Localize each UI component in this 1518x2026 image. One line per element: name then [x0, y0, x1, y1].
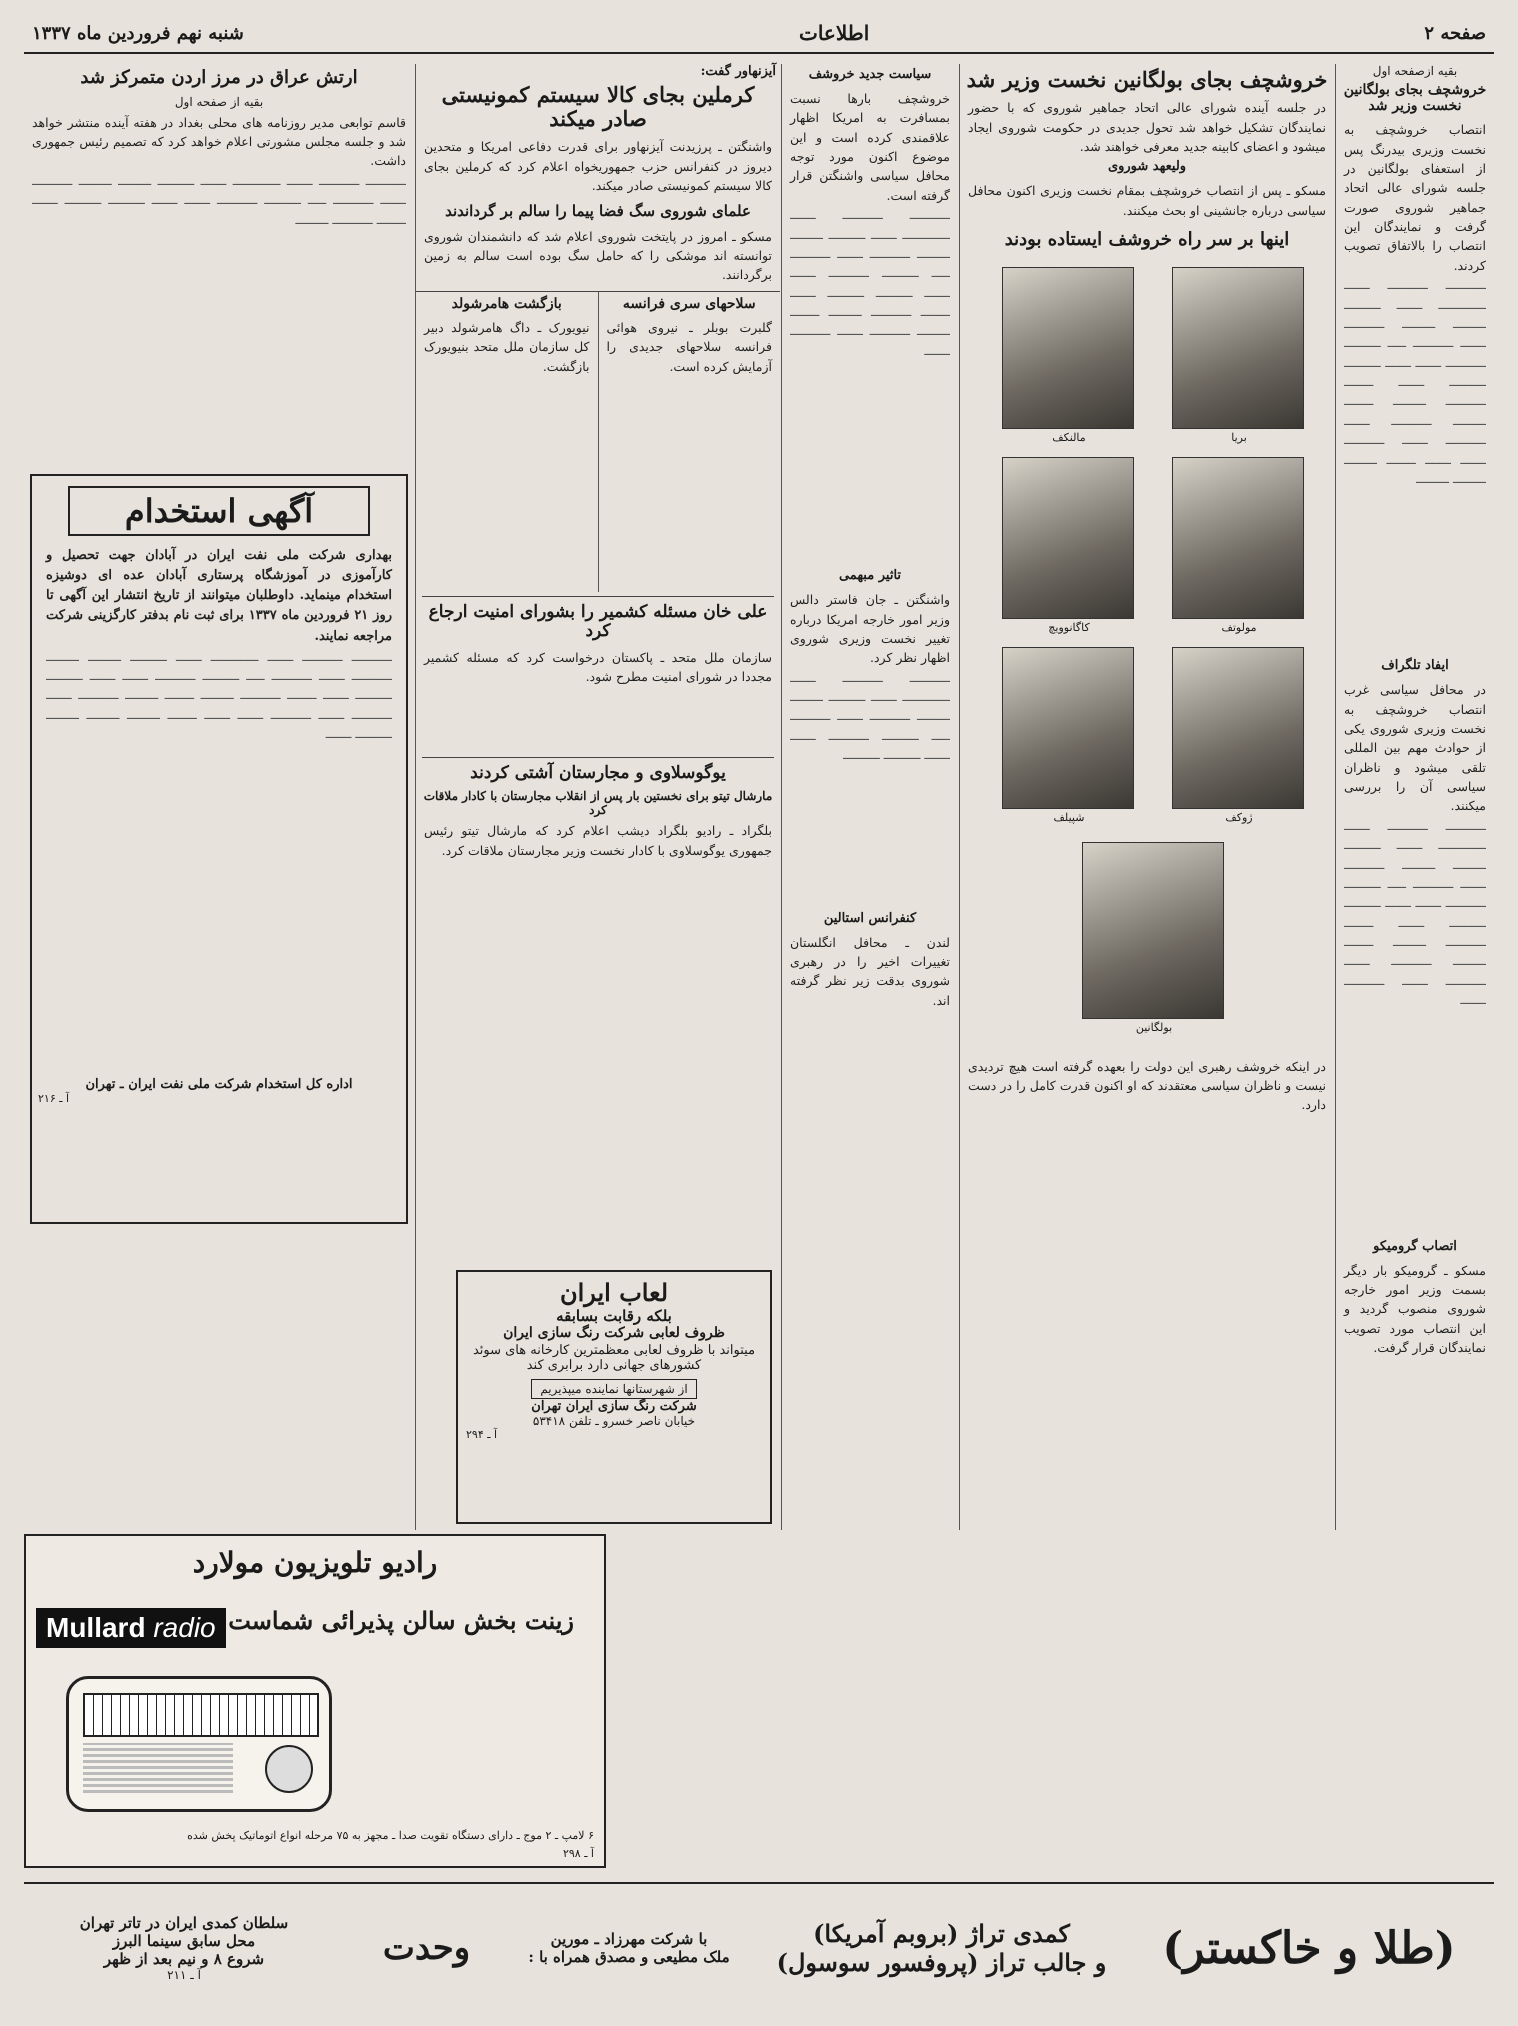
cast-line: کمدی تراژ (بروبم آمریکا) — [813, 1919, 1070, 1948]
ad-footer: ۶ لامپ ـ ۲ موج ـ دارای دستگاه تقویت صدا ـ مجهز به ۷۵ مرحله انواع اتوماتیک پخش شده — [187, 1829, 594, 1842]
ad-footer: اداره کل استخدام شرکت ملی نفت ایران ـ تهران — [85, 1076, 353, 1092]
article-text: سازمان ملل متحد ـ پاکستان درخواست کرد که مسئله کشمیر مجددا در شورای امنیت مطرح شود. — [424, 649, 772, 685]
portrait-photo — [1172, 267, 1304, 429]
article-text: گلبرت بوبلر ـ نیروی هوائی فرانسه سلاحهای جدیدی را آزمایش کرده است. — [606, 319, 772, 374]
article-text: در محافل سیاسی غرب انتصاب خروشچف به نخست وزیری شوروی یکی از حوادث مهم بین المللی تلقی میشود و ناظران سیاسی آن را بررسی میکنند. — [1344, 682, 1486, 814]
article-text: مسکو ـ گرومیکو بار دیگر بسمت وزیر امور خارجه شوروی منصوب گردید و این انتصاب مورد تصویب نمایندگان قرار گرفت. — [1344, 1262, 1486, 1356]
article-filler: ـــــــــــ ـــــــــــ ـــــــ ـــــــــــــ ـــــــ ــــــــــ ـــــــــ ـــــــــ ـــــــــــ ـــــــ ـــــــــــ ـــــ ــــــــــ ـــــــــــ ـــــــ ـــــــ ــــــــــ ــــــــــ ـــــــ ــــــــ ـــــــــــ ـــــــــ ــــــــ ـــــــــ ـــــــــــ ـــــــ ـــــــــــ ـــــــ ـــــــــــ ـــــــ ـــــــ ــــــــ ـــــــــ ـــــــــ ـــــــــ ــــــــــ ـــــــ — [46, 648, 392, 742]
portrait-caption: کاگانوویچ — [1048, 620, 1090, 634]
headline: کرملین بجای کالا سیستم کمونیستی صادر میکند — [441, 82, 755, 132]
headline: یوگوسلاوی و مجارستان آشتی کردند — [422, 757, 774, 784]
cinema-name: وحدت — [382, 1928, 471, 1968]
portrait-caption: مالنکف — [1052, 430, 1086, 444]
ad-line: شرکت رنگ سازی ایران تهران — [531, 1399, 697, 1414]
article-text: خروشچف بارها نسبت بمسافرت به امریکا اظهار علاقمندی کرده است و این موضوع اکنون مورد توجه محافل سیاسی واشنگتن قرار گرفته است. — [790, 90, 950, 203]
article-text: لندن ـ محافل انگلستان تغییرات اخیر را در رهبری شوروی بدقت زیر نظر گرفته اند. — [790, 934, 950, 1008]
article-filler: ـــــــــــ ـــــــــــ ـــــــ ـــــــــــــ ـــــــ ــــــــــ ـــــــــ ـــــــــ ـــــــــــ ـــــــ ـــــــــــ ـــــ ــــــــــ ـــــــــــ ـــــــ ـــــــ ــــــــــ ــــــــــ ـــــــ ــــــــ ـــــــــــ ـــــــــ ــــــــ ـــــــــ ـــــــــــ ـــــــ ـــــــــــ ـــــــ ـــــــــــ ـــــــ ـــــــ ــــــــ ـــــــــ ـــــــــ ـــــــــ — [1344, 277, 1486, 486]
continued-label: بقیه از صفحه اول — [174, 94, 264, 109]
column-world-news — [415, 64, 780, 1530]
subheading: سیاست جدید خروشف — [808, 67, 932, 82]
kicker: آیزنهاور گفت: — [700, 64, 776, 79]
article-filler: ـــــــــــ ـــــــــــ ـــــــ ـــــــــــــ ـــــــ ــــــــــ ـــــــــ ـــــــــ ـــــــــــ ـــــــ ـــــــــــ ـــــ ــــــــــ ـــــــــــ ـــــــ ـــــــ ــــــــــ ــــــــــ ـــــــ ــــــــ ـــــــــــ ـــــــــ ــــــــ ـــــــــ ـــــــــــ ـــــــ ـــــــــــ ـــــــ — [790, 207, 950, 358]
article-text: نیویورک ـ داگ هامرشولد دبیر کل سازمان ملل متحد بنیویورک بازگشت. — [424, 319, 590, 374]
portrait-photo — [1172, 647, 1304, 809]
hiring-ad — [30, 474, 408, 1224]
venue-block — [24, 1914, 334, 1982]
brand-suffix: radio — [153, 1612, 216, 1643]
subheading: کنفرانس استالین — [823, 910, 917, 926]
venue-line: شروع ۸ و نیم بعد از ظهر — [103, 1950, 265, 1968]
cast-line: و جالب تراز (پروفسور سوسول) — [776, 1948, 1107, 1977]
ad-code: آ ـ ۲۱۶ — [38, 1091, 70, 1105]
column-khrushchev — [959, 64, 1334, 1530]
article-filler: ـــــــــــ ـــــــــــ ـــــــ ـــــــــــــ ـــــــ ــــــــــ ـــــــــ ـــــــــ ـــــــــــ ـــــــ ـــــــــــ ـــــ ــــــــــ ـــــــــــ ـــــــ ـــــــ ــــــــــ ــــــــــ ـــــــ ــــــــ ـــــــــــ ـــــــــ ــــــــ ـــــــــ ـــــــــــ ـــــــ ـــــــــــ ـــــــ ـــــــــــ ـــــــ — [1344, 817, 1486, 1008]
cast-line: ملک مطیعی و مصدق همراه با : — [528, 1948, 730, 1966]
mullard-radio-ad — [24, 1534, 606, 1868]
portrait-photo — [1002, 267, 1134, 429]
article-text: انتصاب خروشچف به نخست وزیری بیدرنگ پس از استعفای بولگانین در جلسه شورای عالی اتحاد جماهیر شوروی صورت گرفت و نمایندگان این انتصاب را بالاتفاق تصویب کردند. — [1344, 122, 1486, 273]
headline: خروشچف بجای بولگانین نخست وزیر شد — [1343, 82, 1487, 115]
ad-code: آ ـ ۲۹۴ — [466, 1428, 498, 1441]
subheading: تاثیر مبهمی — [838, 568, 902, 584]
portrait-photo — [1002, 647, 1134, 809]
ad-line: میتواند با ظروف لعابی معظمترین کارخانه های سوئد کشورهای جهانی دارد برابری کند — [472, 1343, 756, 1373]
brand-name: Mullard — [46, 1612, 146, 1643]
article-filler: ـــــــــــ ـــــــــــ ـــــــ ـــــــــــــ ـــــــ ــــــــــ ـــــــــ ـــــــــ ـــــــــــ ـــــــ ـــــــــــ ـــــ ــــــــــ ـــــــــــ ـــــــ ـــــــ ــــــــــ ــــــــــ ـــــــ ــــــــ ـــــــــــ ـــــــــ — [32, 172, 406, 227]
ad-text: بهداری شرکت ملی نفت ایران در آبادان جهت تحصیل و کارآموزی در آموزشگاه پرستاری آبادان عده ای دوشیزه استخدام مینماید. داوطلبان میتوانند از تاریخ انتشار این آگهی تا روز ۲۱ فروردین ماه ۱۳۳۷ برای ثبت نام بدفتر کارگزینی شرکت مراجعه نمایند. — [46, 548, 393, 644]
headline: خروشچف بجای بولگانین نخست وزیر شد — [966, 67, 1328, 92]
ad-title: رادیو تلویزیون مولارد — [192, 1546, 438, 1579]
portrait-caption: مولوتف — [1221, 620, 1257, 634]
headline: علمای شوروی سگ فضا پیما را سالم بر گرداندند — [445, 202, 751, 221]
portrait-caption: بریا — [1231, 430, 1247, 444]
split-cell — [598, 292, 781, 592]
article-text: واشنگتن ـ پرزیدنت آیزنهاور برای قدرت دفاعی امریکا و متحدین دیروز در کنفرانس حزب جمهوریخواه اعلام کرد که کرملین بجای کالا سیستم کمونیستی صادر میکند. — [424, 139, 772, 194]
split-row — [416, 291, 780, 592]
subheading: سلاحهای سری فرانسه — [622, 295, 756, 312]
article-text: در اینکه خروشف رهبری این دولت را بعهده گرفته است هیچ تردیدی نیست و ناظران سیاسی معتقدند که او اکنون قدرت کامل را در دست دارد. — [968, 1058, 1326, 1113]
cast-line: با شرکت مهرزاد ـ مورین — [550, 1930, 708, 1948]
continued-label: بقیه ازصفحه اول — [1372, 64, 1458, 78]
venue-line: آ ـ ۲۱۱ — [167, 1968, 201, 1982]
split-cell — [416, 292, 598, 592]
cast-block — [519, 1930, 739, 1966]
portrait-photo — [1002, 457, 1134, 619]
article-filler: ـــــــــــ ـــــــــــ ـــــــ ـــــــــــــ ـــــــ ــــــــــ ـــــــــ ـــــــــ ـــــــــــ ـــــــ ـــــــــــ ـــــ ــــــــــ ـــــــــــ ـــــــ ـــــــ ــــــــــ ــــــــــ — [790, 669, 950, 763]
article-text: مسکو ـ امروز در پایتخت شوروی اعلام شد که دانشمندان شوروی توانسته اند موشکی را که حامل سگ بوده است سالم به زمین برگردانند. — [424, 228, 772, 283]
subheadline: مارشال تیتو برای نخستین بار پس از انقلاب مجارستان با کادار ملاقات کرد — [423, 789, 773, 818]
issue-date: شنبه نهم فروردین ماه ۱۳۳۷ — [32, 22, 244, 44]
ad-title: آگهی استخدام — [68, 486, 370, 536]
article-text: واشنگتن ـ جان فاستر دالس وزیر امور خارجه امریکا درباره تغییر نخست وزیری شوروی اظهار نظر کرد. — [790, 592, 950, 666]
article-text: قاسم توابعی مدیر روزنامه های محلی بغداد در هفته آینده منتشر خواهد شد و جلسه مجلس مشورتی اعلام خواهد کرد که تصمیم رئیس جمهوری داشت. — [32, 114, 406, 169]
ad-line: از شهرستانها نماینده میپذیریم — [531, 1379, 696, 1399]
radio-illustration — [66, 1676, 332, 1812]
article-text: در جلسه آینده شورای عالی اتحاد جماهیر شوروی که با حضور نمایندگان تشکیل خواهد شد تحول جدیدی در حکومت شوروی ایجاد میشود و اعضای کابینه جدید معرفی خواهند شد. — [968, 100, 1326, 154]
film-title: (طلا و خاکستر) — [1162, 1922, 1456, 1974]
portrait-photo — [1172, 457, 1304, 619]
headline: ارتش عراق در مرز اردن متمرکز شد — [80, 67, 358, 88]
headline: علی خان مسئله کشمیر را بشورای امنیت ارجاع کرد — [422, 596, 774, 642]
portrait-caption: بولگانین — [1135, 1020, 1173, 1034]
column-politics — [781, 64, 958, 1530]
cast-block — [752, 1919, 1132, 1977]
photos-title: اینها بر سر راه خروشف ایستاده بودند — [1004, 228, 1290, 250]
venue-line: سلطان کمدی ایران در تاتر تهران — [79, 1914, 289, 1932]
ad-slogan: زینت بخش سالن پذیرائی شماست — [228, 1606, 574, 1635]
column-right — [1335, 64, 1494, 1530]
subheading: بازگشت هامرشولد — [451, 295, 562, 312]
subheading: اتصاب گرومیکو — [1373, 1238, 1457, 1254]
radio-knob — [265, 1745, 313, 1793]
subheading: ایفاد تلگراف — [1381, 658, 1449, 674]
article-text: مسکو ـ پس از انتصاب خروشچف بمقام نخست وزیری اکنون محافل سیاسی درباره جانشینی او بحث میکنند. — [968, 183, 1326, 218]
newspaper-page — [24, 14, 1494, 2012]
subheading: ولیعهد شوروی — [1107, 159, 1187, 175]
ad-line: ظروف لعابی شرکت رنگ سازی ایران — [503, 1325, 725, 1341]
ad-title: لعاب ایران — [559, 1278, 669, 1307]
enamel-ad — [456, 1270, 772, 1524]
portrait-caption: شپیلف — [1053, 810, 1085, 824]
ad-line: بلکه رقابت بسابقه — [556, 1307, 672, 1325]
portrait-photo — [1082, 842, 1224, 1019]
article-text: بلگراد ـ رادیو بلگراد دیشب اعلام کرد که مارشال تیتو رئیس جمهوری یوگوسلاوی با کادار نخست وزیر مجارستان ملاقات کرد. — [424, 823, 772, 858]
venue-line: محل سابق سینما البرز — [112, 1932, 256, 1950]
page-number: صفحه ۲ — [1424, 22, 1486, 44]
masthead — [24, 14, 1494, 54]
brand-logo — [36, 1608, 226, 1648]
radio-dial — [83, 1693, 319, 1737]
cinema-footer — [24, 1882, 1494, 2012]
paper-name: اطلاعات — [798, 21, 870, 45]
ad-code: آ ـ ۲۹۸ — [562, 1847, 594, 1860]
radio-speaker — [83, 1743, 233, 1793]
column-left — [24, 64, 414, 1530]
portrait-caption: ژوکف — [1225, 810, 1253, 824]
ad-line: خیابان ناصر خسرو ـ تلفن ۵۳۴۱۸ — [532, 1414, 696, 1428]
photo-grid — [960, 257, 1334, 1057]
